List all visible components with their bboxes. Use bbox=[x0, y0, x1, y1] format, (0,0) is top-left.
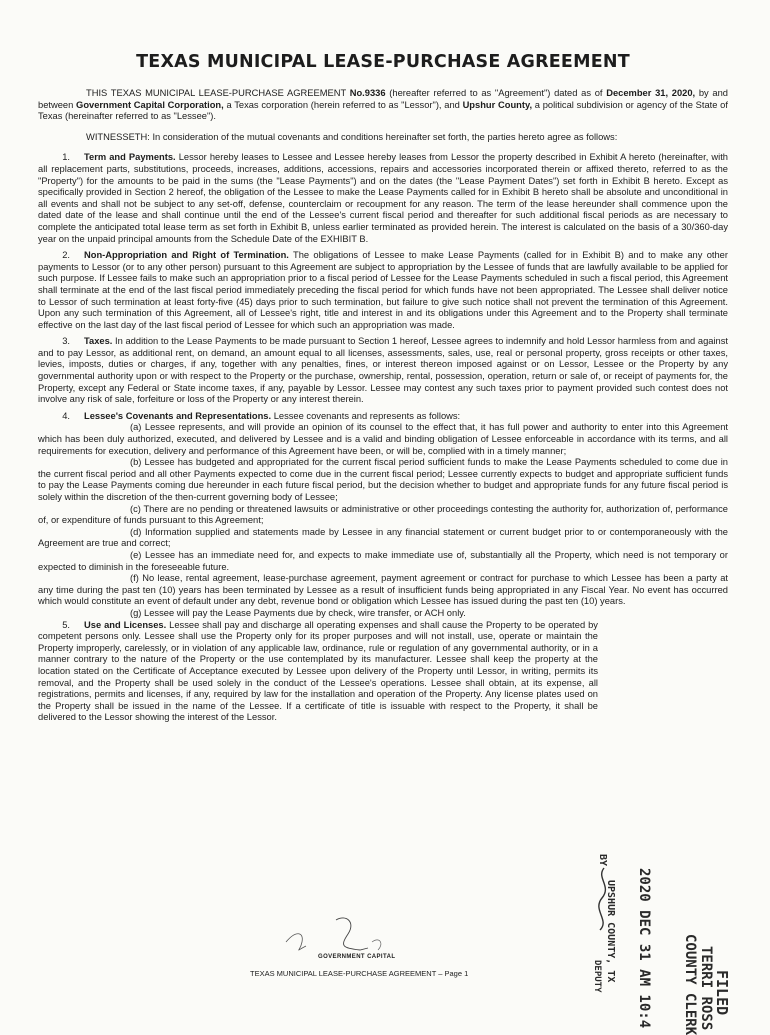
stamp-county: UPSHUR COUNTY, TX bbox=[605, 880, 616, 983]
intro-text: a Texas corporation (herein referred to as "Lessor"), and bbox=[223, 99, 463, 110]
section-text: In addition to the Lease Payments to be made pursuant to Section 1 hereof, Lessee agrees to indemnify and hold Lessor harmless from and against and to pay Lessor, as additional rent, on demand, an amount equal to all licenses, assessments, sales, use, real or personal property, gross receipts or other taxes, levies, imposts, duties or charges, if any, together with any penalties, fines, or interest thereon imposed against or on Lessor, Lessee or the Property by any governmental authority upon or with respect to the Property or the purchase, ownership, rental, possession, operation, return or sale of, or receipt of payments for, the Property, except any Federal or State income taxes, if any, payable by Lessor. Lessee may contest any such taxes prior to payment provided such contest does not involve any risk of sale, forfeiture or loss of the Property or any interest therein. bbox=[38, 336, 728, 405]
deputy-signature bbox=[594, 864, 614, 934]
section-4-item bbox=[38, 422, 728, 457]
signature-scribble bbox=[276, 912, 436, 958]
section-number: 2. bbox=[62, 250, 70, 261]
intro-text: by and between bbox=[38, 88, 729, 110]
section-4-item bbox=[38, 608, 728, 620]
section-4-item-text: (c) There are no pending or threatened lawsuits or administrative or other proceedings contesting the authority for, authorization of, performance of, or expenditure of funds pursuant to this Agreement; bbox=[38, 503, 728, 526]
section-number: 4. bbox=[62, 410, 70, 421]
document-title: TEXAS MUNICIPAL LEASE-PURCHASE AGREEMENT bbox=[136, 52, 630, 72]
section-text: Lessee covenants and represents as follows: bbox=[271, 410, 461, 421]
section-heading: Term and Payments. bbox=[84, 152, 176, 163]
section-4-item-text: (g) Lessee will pay the Lease Payments due by check, wire transfer, or ACH only. bbox=[130, 607, 466, 618]
section-heading: Use and Licenses. bbox=[84, 619, 167, 630]
stamp-deputy: DEPUTY bbox=[592, 960, 602, 993]
section-text: The obligations of Lessee to make Lease Payments (called for in Exhibit B) and to make any other payments to Lessor (or to any other person) pursuant to this Agreement are subject to appropriation by the Lessee of funds that are lawfully available to be applied for such purpose. If Lessee fails to make such an appropriation prior to a fiscal period of Lessee for the Lease Payments scheduled in such a fiscal period, this Agreement shall terminate at the end of the last fiscal period immediately preceding the fiscal period for which funds have not been appropriated. The Lessee shall deliver notice to Lessor of such termination at least forty-five (45) days prior to such termination, but failure to give such notice shall not prevent the termination of this Agreement. Upon any such termination of this Agreement, all of Lessee's right, title and interest in and its obligations under this Agreement and to the Property shall terminate effective on the last day of the last fiscal period of Lessee for which such an appropriation was made. bbox=[38, 250, 728, 330]
stamp-clerk-title: COUNTY CLERK bbox=[682, 934, 698, 1035]
document-page bbox=[38, 52, 728, 729]
section-4-item bbox=[38, 457, 728, 503]
section-heading: Non-Appropriation and Right of Termination. bbox=[84, 250, 289, 261]
intro-text: (hereafter referred to as "Agreement") dated as of bbox=[385, 88, 607, 98]
section-4-item-text: (b) Lessee has budgeted and appropriated for the current fiscal period sufficient funds to make the Lease Payments scheduled to come due in the current fiscal period and all other Payments expected to come due in the current fiscal period; Lessee currently expects to budget and appropriate sufficient funds to pay the Lease Payments coming due hereunder in each future fiscal period, but the decision whether to budget and appropriate funds for any future fiscal period is solely within the discretion of the then-current governing body of Lessee; bbox=[38, 457, 728, 502]
section-4-item-text: (d) Information supplied and statements made by Lessee in any financial statement or current budget prior to or contemporaneously with the Agreement are true and correct; bbox=[38, 526, 728, 549]
section-3 bbox=[38, 336, 728, 406]
stamp-date-time: 2020 DEC 31 AM 10:4 bbox=[636, 868, 652, 1029]
agreement-number: No.9336 bbox=[349, 88, 386, 98]
intro-text: THIS TEXAS MUNICIPAL LEASE-PURCHASE AGREEMENT bbox=[86, 88, 350, 98]
lessee-name: Upshur County, bbox=[462, 99, 533, 110]
section-text: Lessor hereby leases to Lessee and Lessee hereby leases from Lessor the property described in Exhibit A hereto (hereinafter, with all replacement parts, substitutions, proceeds, increases, additions, accessions, repairs and accessories incorporated therein or affixed thereto, referred to as the "Property") for the amounts to be paid in the sums (the "Lease Payments") and on the dates (the "Lease Payment Dates") set forth in Exhibit B hereto. Except as specifically provided in Section 2 hereof, the obligation of the Lessee to make the Lease Payments called for in Exhibit B hereto shall be absolute and unconditional in all events and shall not be subject to any set-off, defense, counterclaim or recoupment for any reason. The term of the lease hereunder shall commence upon the dated date of the lease and shall continue until the end of the Lessee's current fiscal period and thereafter for such additional fiscal periods as are necessary to complete the anticipated total lease term as set forth in Exhibit B, unless earlier terminated as provided herein. The interest is calculated on the basis of a 30/360-day year on the unpaid principal amounts from the Schedule Date of the EXHIBIT B. bbox=[38, 152, 728, 244]
witnesseth-paragraph bbox=[38, 132, 728, 144]
section-number: 3. bbox=[62, 336, 70, 347]
lessor-name: Government Capital Corporation, bbox=[76, 99, 224, 110]
section-text: Lessee shall pay and discharge all operating expenses and shall cause the Property to be operated by competent persons only. Lessee shall use the Property only for its proper purposes and will not install, use, operate or maintain the Property improperly, carelessly, or in violation of any applicable law, ordinance, rule or regulation of any governmental authority, or in a manner contrary to the nature of the Property or the use contemplated by its manufacturer. Lessee shall keep the property at the location stated on the Certificate of Acceptance executed by Lessee upon delivery of the Property until Lessor, in writing, permits its removal, and the Property shall be used solely in the conduct of the Lessee's operations. Lessee shall obtain, at its expense, all registrations, permits and licenses, if any, required by law for the installation and operation of the Property. Any license plates used on the Property shall be issued in the name of the Lessee. If a certificate of title is issuable with respect to the Property, it shall be delivered to the Lessor showing the interest of the Lessor. bbox=[38, 619, 598, 723]
section-4-item-text: (e) Lessee has an immediate need for, and expects to make immediate use of, substantially all the Property, which need is not temporary or expected to diminish in the foreseeable future. bbox=[38, 549, 728, 572]
section-2 bbox=[38, 250, 728, 331]
section-4-item bbox=[38, 504, 728, 527]
section-4-item bbox=[38, 573, 728, 608]
agreement-date: December 31, 2020, bbox=[606, 88, 696, 98]
clerk-filing-stamp bbox=[586, 850, 736, 1035]
section-4-item bbox=[38, 527, 728, 550]
page-footer: TEXAS MUNICIPAL LEASE-PURCHASE AGREEMENT – Page 1 bbox=[250, 969, 469, 978]
section-4 bbox=[38, 411, 728, 423]
section-heading: Lessee's Covenants and Representations. bbox=[84, 410, 272, 421]
witnesseth-text: WITNESSETH: In consideration of the mutual covenants and conditions hereinafter set forth, the parties hereto agree as follows: bbox=[86, 131, 618, 142]
stamp-clerk-name: TERRI ROSS bbox=[698, 946, 714, 1031]
intro-text: a political subdivision or agency of the State of Texas (hereinafter referred to as "Lessee"). bbox=[38, 99, 728, 122]
section-4-item-text: (a) Lessee represents, and will provide an opinion of its counsel to the effect that, it has full power and authority to enter into this Agreement which has been duly authorized, executed, and delivered by Lessee and is a valid and binding obligation of Lessee enforceable in accordance with its terms, and all requirements for execution, delivery and performance of this Agreement have been, or will be, complied with in a timely manner; bbox=[38, 422, 728, 456]
stamp-filed: FILED bbox=[713, 970, 731, 1016]
stamp-by: BY bbox=[597, 854, 608, 867]
intro-paragraph bbox=[38, 88, 728, 123]
section-1 bbox=[38, 152, 728, 245]
section-4-item bbox=[38, 550, 728, 573]
signature-label: GOVERNMENT CAPITAL bbox=[318, 954, 396, 960]
section-5 bbox=[38, 620, 598, 724]
section-number: 1. bbox=[62, 152, 70, 163]
section-heading: Taxes. bbox=[84, 336, 113, 347]
section-number: 5. bbox=[62, 619, 70, 630]
section-4-item-text: (f) No lease, rental agreement, lease-purchase agreement, payment agreement or contract for purchase to which Lessee has been a party at any time during the past ten (10) years has been terminated by Lessee as a result of insufficient funds being appropriated in any Fiscal Year. No event has occurred which would constitute an event of default under any debt, revenue bond or obligation which Lessee has issued during the past ten (10) years. bbox=[38, 573, 728, 607]
